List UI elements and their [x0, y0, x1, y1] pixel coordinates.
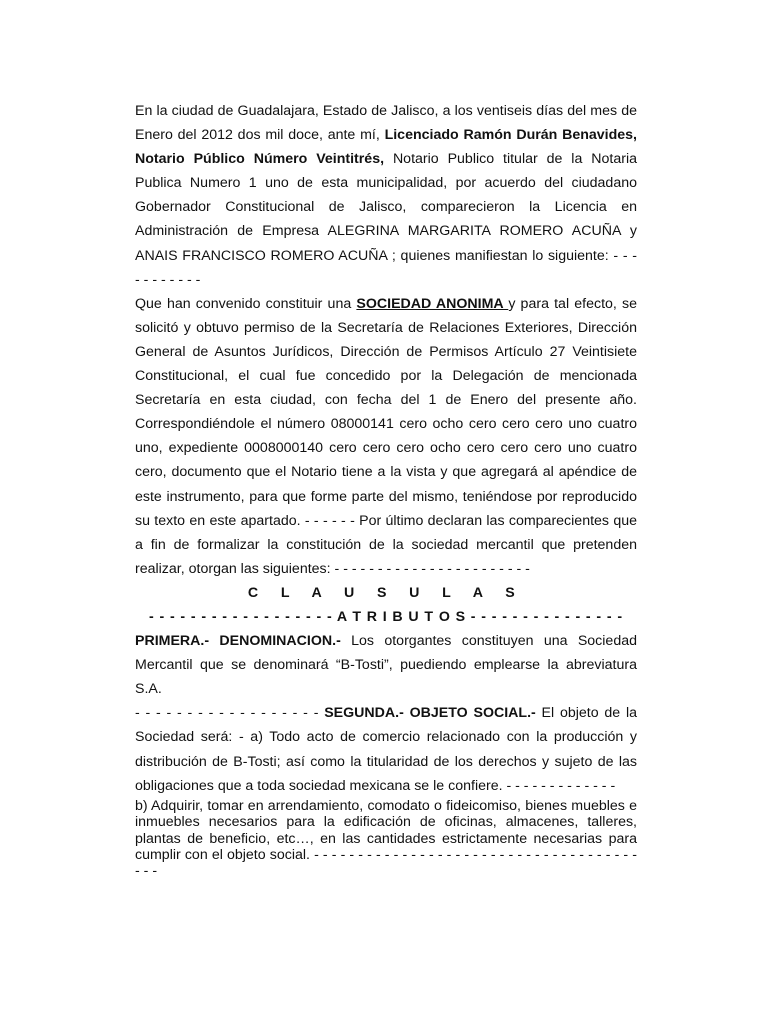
segunda-dashes: - - - - - - - - - - - - - - - - - - — [135, 705, 325, 722]
intro-text: En la ciudad de Guadalajara, Estado de Jalisco, a los ventiseis días del mes de Enero del 2012 dos mil doce, ante mí, — [135, 103, 637, 144]
segunda-text: El objeto de la Sociedad será: - a) Todo acto de comercio relacionado con la producción y distribución de B-Tosti; así como la titularidad de los derechos y sujeto de las obligaciones que a toda sociedad mexicana se le confiere. - - - - - - - - - - - - - — [135, 705, 637, 794]
paragraph-intro — [135, 99, 637, 292]
document-body — [135, 99, 637, 880]
paragraph-segunda — [135, 701, 637, 797]
clausulas-heading: C L A U S U L A S — [247, 584, 525, 601]
agreement-text: Que han convenido constituir una — [135, 295, 357, 312]
notary-name: Licenciado Ramón Durán Benavides, Notario Público Número Veintitrés, — [135, 127, 637, 168]
company-type: SOCIEDAD ANONIMA — [356, 295, 509, 312]
primera-text: Los otorgantes constituyen una Sociedad Mercantil que se denominará “B-Tosti”, puediendo emplearse la abreviatura S.A. — [135, 633, 637, 698]
segunda-heading: SEGUNDA.- OBJETO SOCIAL.- — [324, 705, 536, 722]
atributos-heading: - - - - - - - - - - - - - - - - - - A T R I B U T O S - - - - - - - - - - - - - - - — [149, 608, 623, 625]
paragraph-primera — [135, 629, 637, 701]
agreement-text-continued: y para tal efecto, se solicitó y obtuvo permiso de la Secretaría de Relaciones Exteriores, Dirección General de Asuntos Jurídicos, Dirección de Permisos Artículo 27 Veintisiete Constitucional, el cual fue concedido por la Delegación de mencionada Secretaría en esta ciudad, con fecha del 1 de Enero del presente año. Correspondiéndole el número 08000141 cero ocho cero cero cero uno cuatro uno, expediente 0008000140 cero cero cero ocho cero cero cero uno cuatro cero, documento que el Notario tiene a la vista y que agregará al apéndice de este instrumento, para que forme parte del mismo, teniéndose por reproducido su texto en este apartado. - - - - - - Por último declaran las comparecientes que a fin de formalizar la constitución de la sociedad mercantil que pretenden realizar, otorgan las siguientes: - - - - - - - - - - - - - - - - - - - - - - - — [135, 295, 637, 577]
paragraph-agreement — [135, 292, 637, 581]
primera-heading: PRIMERA.- DENOMINACION.- — [135, 633, 341, 650]
intro-text-continued: Notario Publico titular de la Notaria Publica Numero 1 uno de esta municipalidad, por acuerdo del ciudadano Gobernador Constitucional de Jalisco, comparecieron la Licencia en Administración de Empresa ALEGRINA MARGARITA ROMERO ACUÑA y ANAIS FRANCISCO ROMERO ACUÑA ; quienes manifiestan lo siguiente: - - - - - - - - - - - — [135, 151, 637, 288]
paragraph-item-b: b) Adquirir, tomar en arrendamiento, comodato o fideicomiso, bienes muebles e inmuebles necesarios para la edificación de oficinas, almacenes, talleres, plantas de beneficio, etc…, en las cantidades estrictamente necesarias para cumplir con el objeto social. - - - - - - - - - - - - - - - - - - - - - - - - - - - - - - - - - - - - - - - - — [135, 797, 637, 880]
